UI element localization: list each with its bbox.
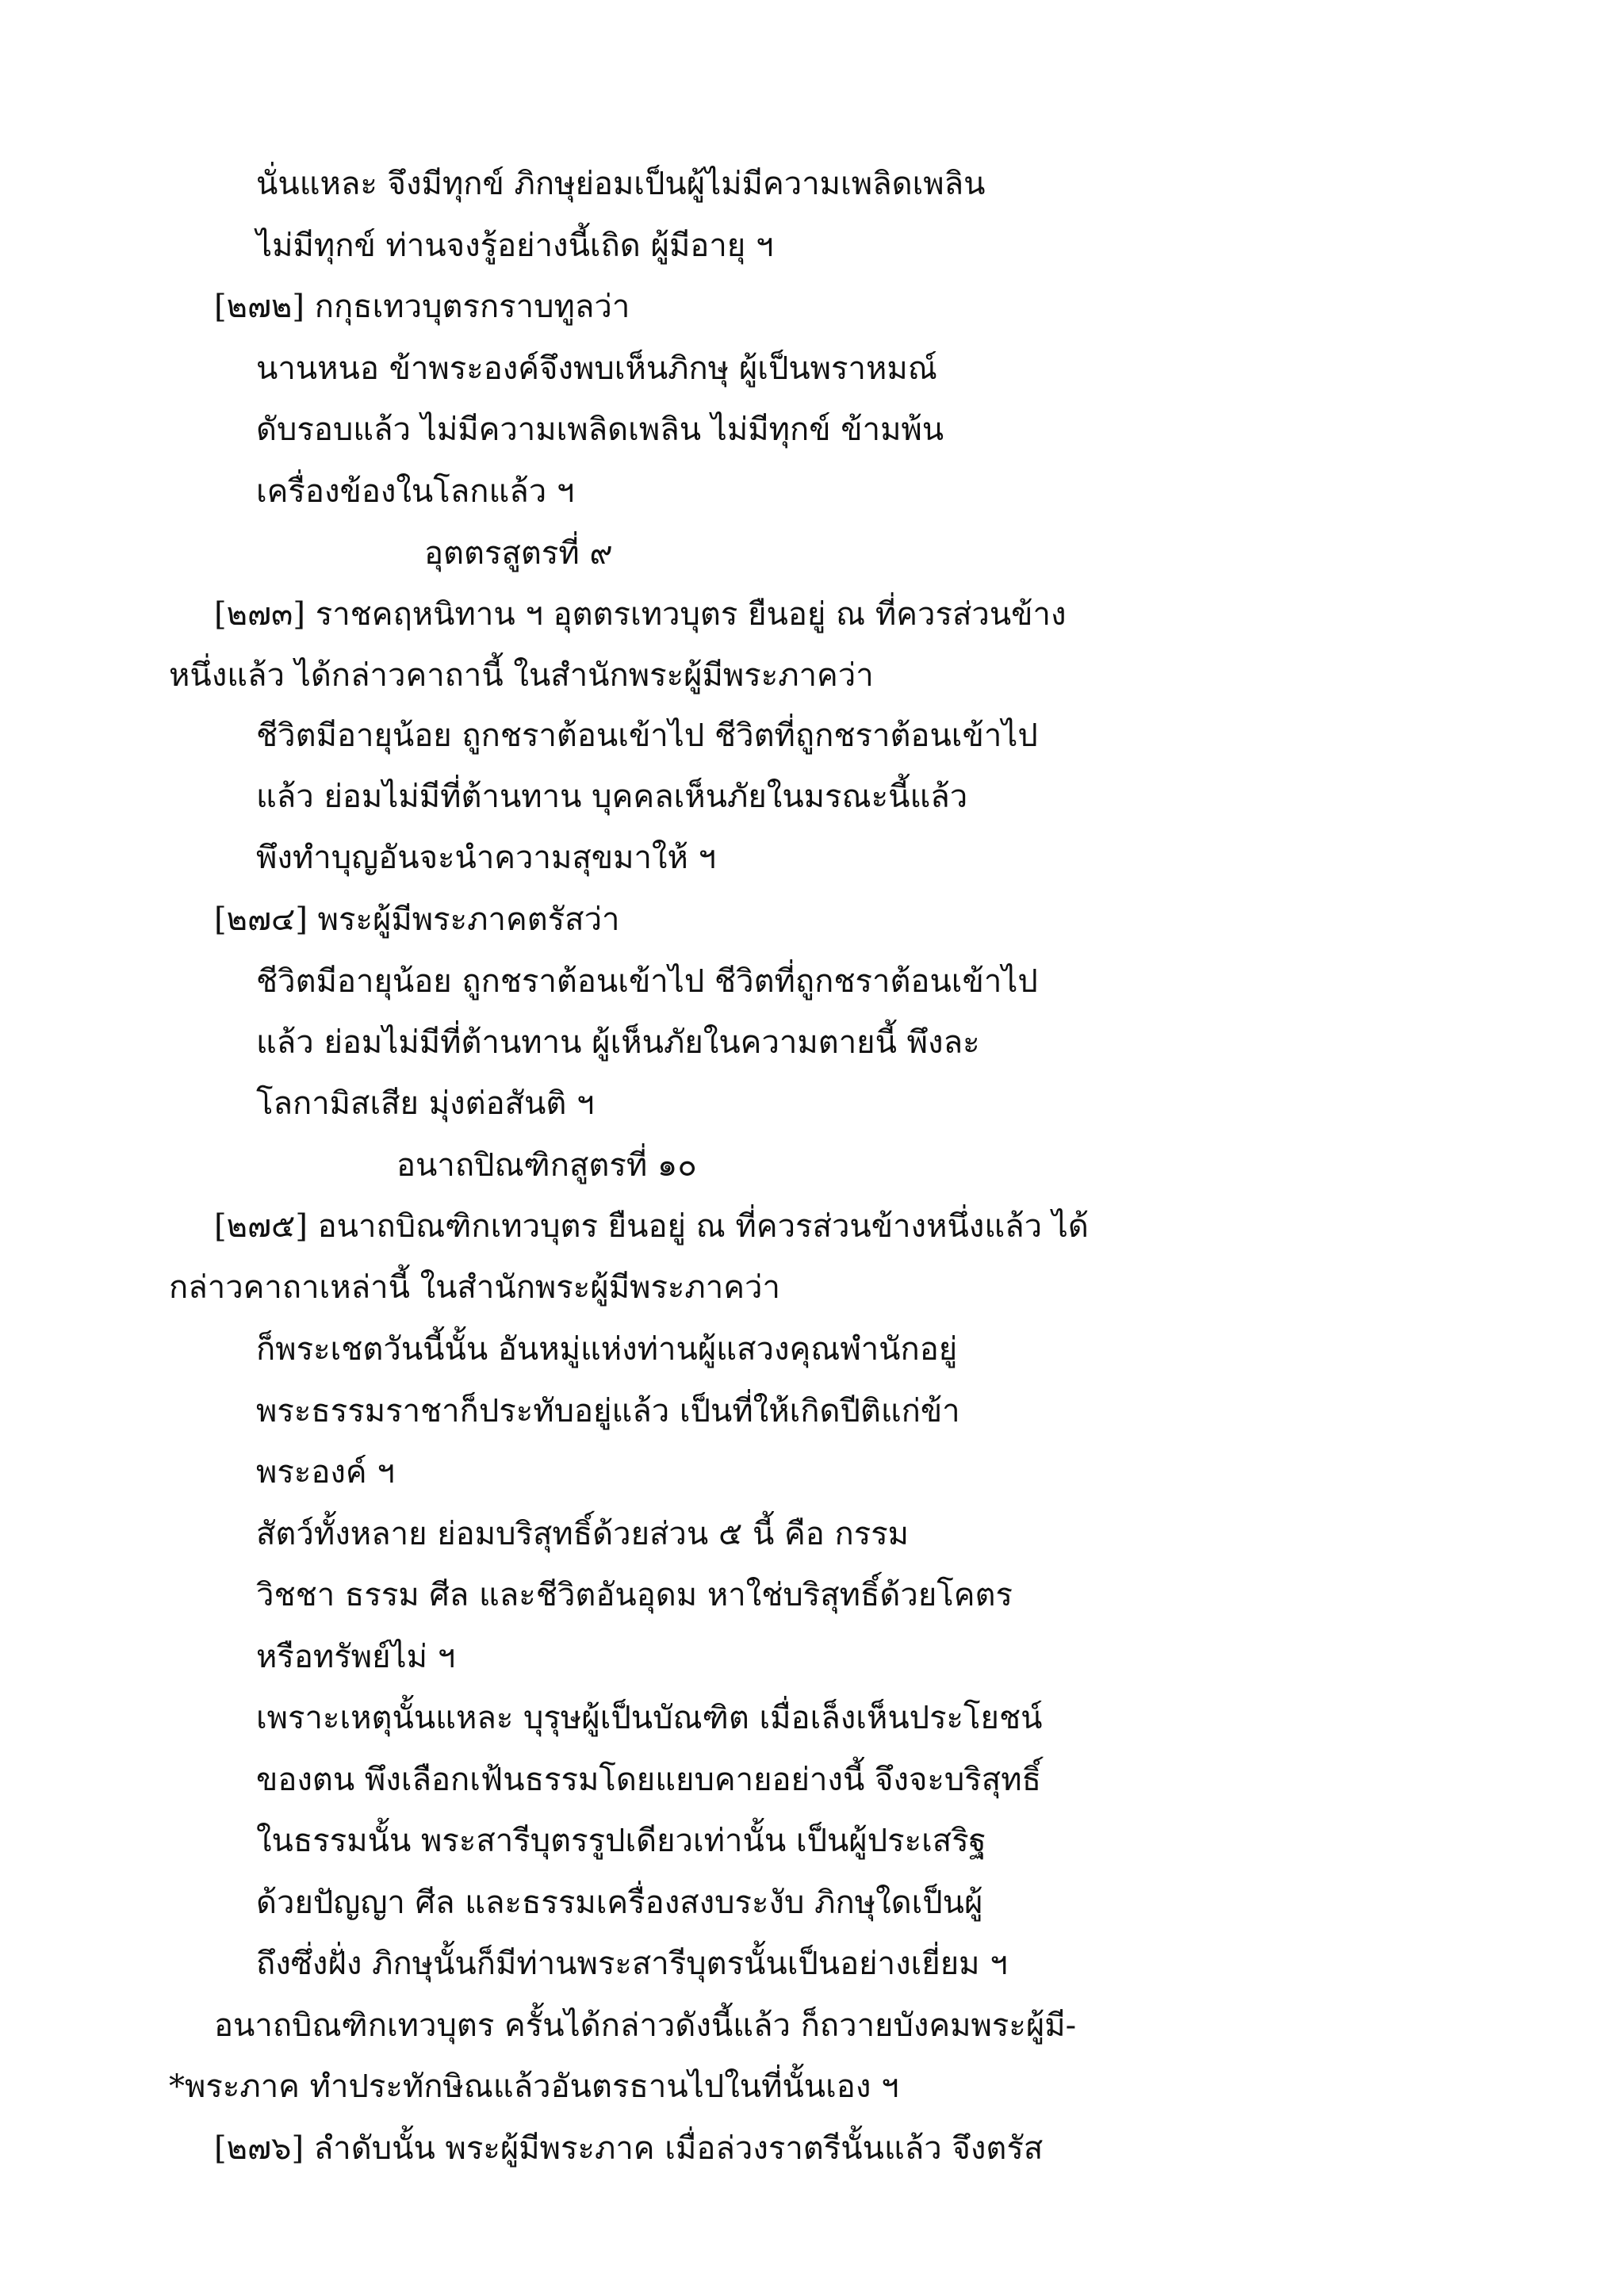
- text-line: ถึงซึ่งฝั่ง ภิกษุนั้นก็มีท่านพระสารีบุตรนั้นเป็นอย่างเยี่ยม ฯ: [256, 1946, 1008, 1982]
- text-line: ในธรรมนั้น พระสารีบุตรรูปเดียวเท่านั้น เป็นผู้ประเสริฐ: [256, 1823, 986, 1859]
- text-line: หนึ่งแล้ว ได้กล่าวคาถานี้ ในสำนักพระผู้มีพระภาคว่า: [169, 657, 874, 694]
- text-line: นานหนอ ข้าพระองค์จึงพบเห็นภิกษุ ผู้เป็นพราหมณ์: [256, 350, 937, 387]
- text-line: สัตว์ทั้งหลาย ย่อมบริสุทธิ์ด้วยส่วน ๕ นี้ คือ กรรม: [256, 1516, 910, 1552]
- section-title: อุตตรสูตรที่ ๙: [424, 535, 613, 572]
- text-line: ชีวิตมีอายุน้อย ถูกชราต้อนเข้าไป ชีวิตที่ถูกชราต้อนเข้าไป: [256, 718, 1038, 754]
- text-line: พระธรรมราชาก็ประทับอยู่แล้ว เป็นที่ให้เกิดปีติแก่ข้า: [256, 1393, 960, 1429]
- text-line: โลกามิสเสีย มุ่งต่อสันติ ฯ: [256, 1085, 595, 1122]
- text-line: ไม่มีทุกข์ ท่านจงรู้อย่างนี้เถิด ผู้มีอายุ ฯ: [256, 228, 774, 264]
- paragraph-heading: [๒๗๔] พระผู้มีพระภาคตรัสว่า: [214, 901, 620, 938]
- text-line: ชีวิตมีอายุน้อย ถูกชราต้อนเข้าไป ชีวิตที่ถูกชราต้อนเข้าไป: [256, 963, 1038, 1000]
- text-line: เพราะเหตุนั้นแหละ บุรุษผู้เป็นบัณฑิต เมื่อเล็งเห็นประโยชน์: [256, 1700, 1043, 1736]
- text-line: นั่นแหละ จึงมีทุกข์ ภิกษุย่อมเป็นผู้ไม่มีความเพลิดเพลิน: [256, 166, 986, 202]
- text-line: ด้วยปัญญา ศีล และธรรมเครื่องสงบระงับ ภิกษุใดเป็นผู้: [256, 1885, 983, 1921]
- text-line: พระองค์ ฯ: [256, 1454, 395, 1490]
- text-line: กล่าวคาถาเหล่านี้ ในสำนักพระผู้มีพระภาคว่า: [169, 1269, 780, 1306]
- paragraph-heading: [๒๗๖] ลำดับนั้น พระผู้มีพระภาค เมื่อล่วงราตรีนั้นแล้ว จึงตรัส: [214, 2130, 1044, 2167]
- text-line: เครื่องข้องในโลกแล้ว ฯ: [256, 473, 575, 510]
- text-line: วิชชา ธรรม ศีล และชีวิตอันอุดม หาใช่บริสุทธิ์ด้วยโคตร: [256, 1577, 1013, 1613]
- paragraph-heading: [๒๗๒] กกุธเทวบุตรกราบทูลว่า: [214, 289, 630, 325]
- text-line: ก็พระเชตวันนี้นั้น อันหมู่แห่งท่านผู้แสวงคุณพำนักอยู่: [256, 1331, 958, 1368]
- text-line: แล้ว ย่อมไม่มีที่ต้านทาน ผู้เห็นภัยในความตายนี้ พึงละ: [256, 1024, 980, 1061]
- section-title: อนาถปิณฑิกสูตรที่ ๑๐: [396, 1147, 697, 1184]
- text-line: หรือทรัพย์ไม่ ฯ: [256, 1639, 456, 1675]
- paragraph-heading: [๒๗๕] อนาถบิณฑิกเทวบุตร ยืนอยู่ ณ ที่ควรส่วนข้างหนึ่งแล้ว ได้: [214, 1208, 1089, 1245]
- text-line: พึงทำบุญอันจะนำความสุขมาให้ ฯ: [256, 840, 716, 876]
- text-line: ดับรอบแล้ว ไม่มีความเพลิดเพลิน ไม่มีทุกข์ ข้ามพ้น: [256, 411, 944, 448]
- text-line: *พระภาค ทำประทักษิณแล้วอันตรธานไปในที่นั้นเอง ฯ: [169, 2068, 899, 2105]
- text-line: ของตน พึงเลือกเฟ้นธรรมโดยแยบคายอย่างนี้ จึงจะบริสุทธิ์: [256, 1762, 1041, 1798]
- paragraph-heading: [๒๗๓] ราชคฤหนิทาน ฯ อุตตรเทวบุตร ยืนอยู่ ณ ที่ควรส่วนข้าง: [214, 596, 1067, 633]
- text-line: อนาถบิณฑิกเทวบุตร ครั้นได้กล่าวดังนี้แล้ว ก็ถวายบังคมพระผู้มี-: [214, 2007, 1077, 2044]
- text-line: แล้ว ย่อมไม่มีที่ต้านทาน บุคคลเห็นภัยในมรณะนี้แล้ว: [256, 779, 968, 815]
